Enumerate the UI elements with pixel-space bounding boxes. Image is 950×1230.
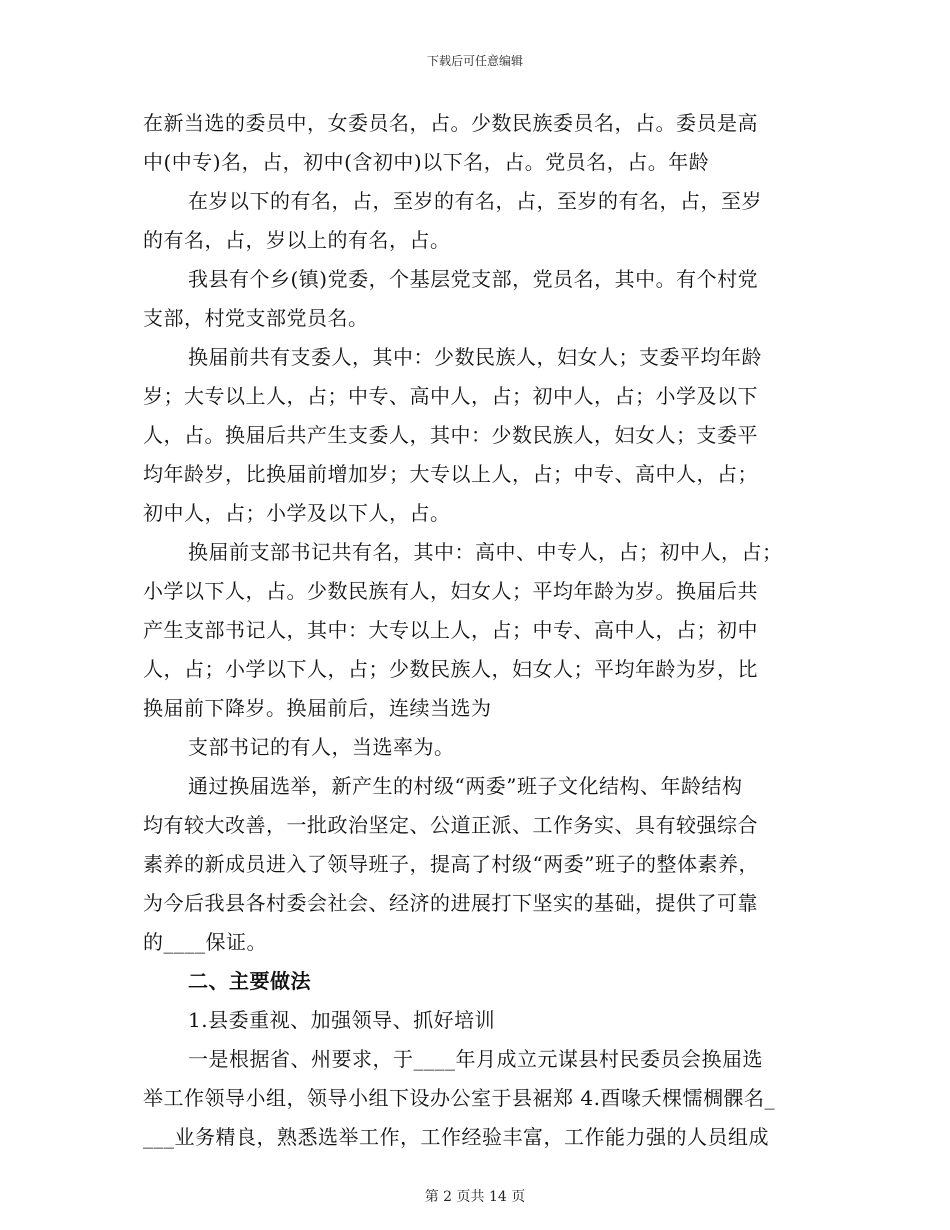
page-header: 下载后可任意编辑 <box>426 54 523 68</box>
text-line: 人，占；小学以下人，占；少数民族人，妇女人；平均年龄为岁，比 <box>143 657 758 681</box>
text-line: 中(中专)名，占，初中(含初中)以下名，占。党员名，占。年龄 <box>143 150 710 174</box>
text-line: 换届前支部书记共有名，其中：高中、中专人，占；初中人，占； <box>188 540 783 564</box>
text-line: 换届前下降岁。换届前后，连续当选为 <box>143 696 492 720</box>
text-line: 岁；大专以上人，占；中专、高中人，占；初中人，占；小学及以下 <box>143 384 758 408</box>
text-line: 支部书记的有人，当选率为。 <box>188 735 455 759</box>
text-line: 素养的新成员进入了领导班子，提高了村级“两委”班子的整体素养， <box>143 852 759 876</box>
page-footer: 第 2 页共 14 页 <box>424 1189 526 1205</box>
text-line: 一是根据省、州要求，于____年月成立元谋县村民委员会换届选 <box>188 1047 763 1071</box>
text-line: 换届前共有支委人，其中：少数民族人，妇女人；支委平均年龄 <box>188 345 762 369</box>
text-line: 为今后我县各村委会社会、经济的进展打下坚实的基础，提供了可靠 <box>143 891 758 915</box>
text-line: 举工作领导小组，领导小组下设办公室于县裾郑 4.酉喙夭棵懦椆髁名_ <box>143 1086 775 1110</box>
text-line: 在岁以下的有名，占，至岁的有名，占，至岁的有名，占，至岁 <box>188 189 762 213</box>
text-line: 在新当选的委员中，女委员名，占。少数民族委员名，占。委员是高 <box>143 111 758 135</box>
text-line: 均有较大改善，一批政治坚定、公道正派、工作务实、具有较强综合 <box>143 813 758 837</box>
text-line: 小学以下人，占。少数民族有人，妇女人；平均年龄为岁。换届后共 <box>143 579 758 603</box>
section-heading: 二、主要做法 <box>188 969 311 993</box>
text-line: 初中人，占；小学及以下人，占。 <box>143 501 451 525</box>
text-line: 支部，村党支部党员名。 <box>143 306 369 330</box>
text-line: 的____保证。 <box>143 930 267 954</box>
text-line: 产生支部书记人，其中：大专以上人，占；中专、高中人，占；初中 <box>143 618 758 642</box>
text-line: 通过换届选举，新产生的村级“两委”班子文化结构、年龄结构 <box>188 774 743 798</box>
text-line: ___业务精良，熟悉选举工作，工作经验丰富，工作能力强的人员组成 <box>143 1125 769 1149</box>
text-line: 人，占。换届后共产生支委人，其中：少数民族人，妇女人；支委平 <box>143 423 758 447</box>
text-line: 均年龄岁，比换届前增加岁；大专以上人，占；中专、高中人，占； <box>143 462 758 486</box>
document-body <box>143 104 811 1157</box>
subsection-heading: 1.县委重视、加强领导、抓好培训 <box>188 1008 496 1032</box>
text-line: 的有名，占，岁以上的有名，占。 <box>143 228 451 252</box>
text-line: 我县有个乡(镇)党委，个基层党支部，党员名，其中。有个村党 <box>188 267 759 291</box>
